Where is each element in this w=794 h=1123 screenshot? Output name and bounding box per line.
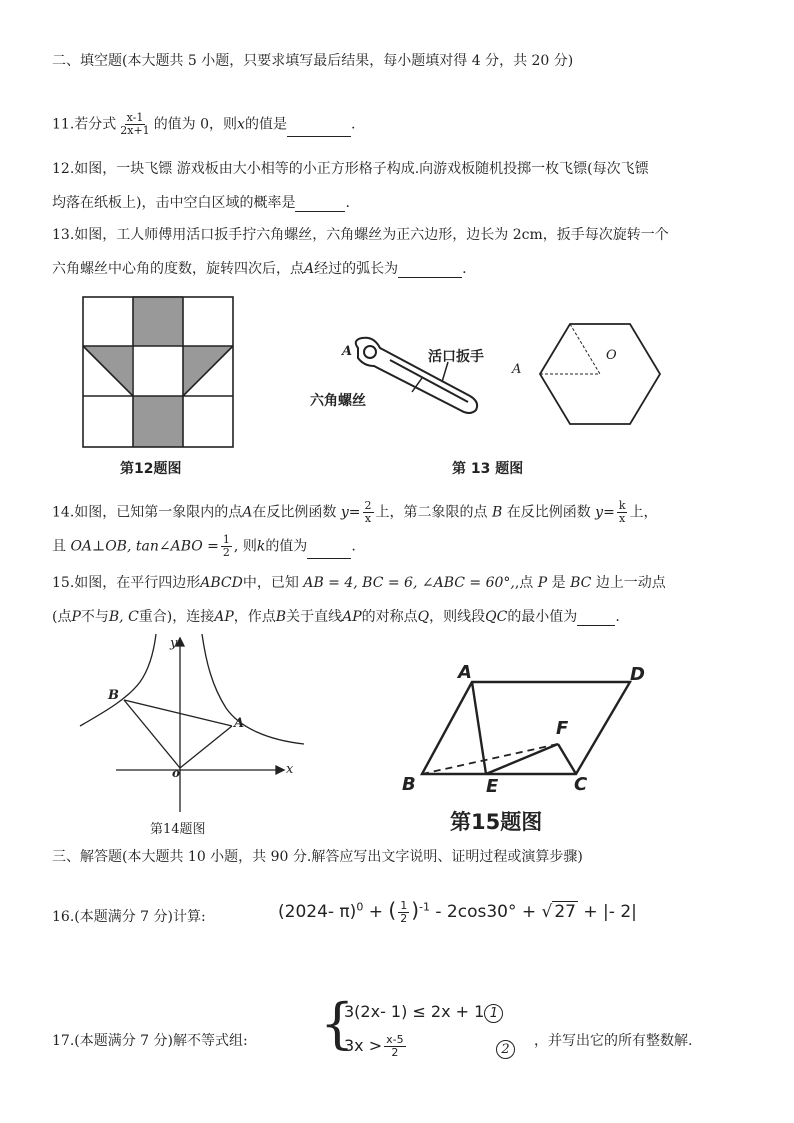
q16-half-num: 1 (400, 898, 408, 912)
parallelogram-ABCD (422, 682, 630, 774)
q14-y2: y (595, 504, 604, 521)
q14-label-y: y (170, 636, 178, 651)
q14-tan-frac (221, 534, 232, 559)
q11-prefix: 11.若分式 (52, 116, 117, 133)
q17-frac-num: x-5 (386, 1033, 404, 1046)
q17-mark-2-wrap (496, 1038, 515, 1059)
q15-answer-blank[interactable] (577, 611, 615, 626)
q11-frac-num: x-1 (126, 111, 144, 124)
q11-answer-blank[interactable] (287, 122, 351, 137)
q17-mark-2: 2 (496, 1040, 515, 1059)
q15-l2-b: 不与 (80, 609, 109, 625)
q17-brace: { (320, 992, 355, 1055)
q13-wrench-label: 活口扳手 (428, 349, 484, 365)
q17-frac-den: 2 (391, 1046, 399, 1059)
q14-k: k (256, 538, 266, 555)
q14-caption: 第14题图 (150, 822, 206, 837)
q14-eq: = (348, 504, 361, 521)
q15-BC: BC (570, 575, 592, 591)
q15-l2-Q: Q (417, 609, 430, 625)
q15-label-C: C (574, 774, 588, 795)
q15-parallelogram-figure (414, 672, 638, 784)
question-11: 11.若分式 $\frac{x-1}{2x+1}$ 的值为 0，则x的值是 . (52, 111, 356, 137)
q14-f2-den: x (619, 512, 626, 525)
q15-l1-f: 边上一动点 (595, 575, 666, 591)
q15-l2-BC: B, C (108, 609, 139, 625)
q14-f1-den: x (364, 512, 372, 525)
q15-label-F: F (556, 718, 569, 739)
q14-text-b: 在反比例函数 (252, 504, 337, 521)
q16-term2-exp: -1 (419, 900, 430, 914)
segment-OB (124, 700, 180, 768)
q16-half-den: 2 (400, 911, 408, 925)
q15-label-D: D (630, 664, 645, 685)
q14-text-c: 上，第二象限的点 (375, 504, 488, 521)
question-15-line2: (点P不与B, C重合)，连接AP，作点B关于直线AP的对称点Q，则线段QC的最小值为 . (52, 609, 620, 625)
segment-OA (180, 726, 232, 768)
q14-l2-a: 且 (52, 538, 66, 555)
q15-l1-e: 是 (551, 575, 566, 591)
q17-ineq1: 3(2x- 1) ≤ 2x + 1 (344, 1002, 485, 1021)
question-13-line2: 六角螺丝中心角的度数，旋转四次后，点A经过的弧长为 . (52, 261, 467, 277)
q14-label-B: B (108, 688, 119, 703)
q15-l2-P: P (71, 609, 81, 625)
q14-eq2: = (603, 504, 615, 521)
q16-term5: + |- 2| (578, 902, 637, 922)
q16-expression: (2024- π)$^0$ + ( $\frac{1}{2}$ )$^{-1}$ - 2cos30° + √ 27 + |- 2| (278, 898, 637, 925)
segment-BF (422, 744, 558, 774)
shaded-square-bottom (133, 396, 183, 447)
q15-l2-B: B (275, 609, 287, 625)
q14-frac1 (363, 500, 374, 525)
q15-label-E: E (486, 776, 499, 797)
q17-frac (384, 1034, 405, 1059)
q14-label-A: A (234, 716, 245, 731)
q13-hex-label-A: A (512, 362, 522, 377)
q14-text-d: 在反比例函数 (506, 504, 591, 521)
q13-wrench-figure (330, 330, 490, 430)
q11-suffix: 的值是 (244, 116, 287, 133)
q13-line1: 13.如图，工人师傅用活口扳手拧六角螺丝，六角螺丝为正六边形，边长为 2cm，扳手每次旋转一个 (52, 227, 669, 243)
q14-tan-num: 1 (222, 533, 230, 546)
q13-hex-label-O: O (606, 348, 617, 363)
q14-label-O: o (172, 766, 181, 780)
q12-line1: 12.如图，一块飞镖 游戏板由大小相等的小正方形格子构成.向游戏板随机投掷一枚飞镖(每次飞镖 (52, 161, 649, 177)
q14-text-a: 14.如图，已知第一象限内的点 (52, 504, 243, 521)
q14-hyperbola-figure (78, 632, 310, 818)
q14-f2-num: k (618, 499, 626, 512)
question-14-line1 (52, 500, 657, 525)
question-14-line2: 且 OA⊥OB, tan∠ABO = $\frac{1}{2}$ , 则k的值为 . (52, 533, 356, 559)
q17-mark-1: 1 (484, 1004, 503, 1023)
q11-frac-den: 2x+1 (120, 124, 150, 137)
q15-l1-a: 15.如图，在平行四边形 (52, 575, 201, 591)
q15-P: P (537, 575, 548, 591)
shaded-square-top (133, 296, 183, 346)
q15-l2-f: 的对称点 (361, 609, 418, 625)
q14-label-x: x (286, 762, 294, 777)
q12-line2: 均落在纸板上)，击中空白区域的概率是 (52, 195, 296, 211)
q13-line2-b: 经过的弧长为 (314, 261, 399, 277)
q15-l2-AP2: AP (342, 609, 362, 625)
q15-l2-h: 的最小值为 (507, 609, 578, 625)
q13-wrench-label-A: A (342, 344, 353, 359)
segment-FC (558, 744, 576, 774)
q12-dartboard-figure (82, 296, 234, 448)
q14-frac2 (617, 500, 628, 525)
q15-caption: 第15题图 (450, 810, 543, 834)
q15-l2-e: 关于直线 (286, 609, 343, 625)
q11-fraction (118, 112, 151, 137)
q16-term1: (2024- π) (278, 902, 357, 922)
q15-label-B: B (402, 774, 416, 795)
q15-l2-QC: QC (485, 609, 508, 625)
hyperbola-branch-2 (80, 634, 156, 726)
q15-abcd: ABCD (200, 575, 243, 591)
q17-inequality-1 (344, 1002, 503, 1023)
q14-f1-num: 2 (364, 499, 372, 512)
q14-answer-blank[interactable] (307, 544, 351, 559)
q12-answer-blank[interactable] (295, 197, 345, 212)
q14-point-B: B (491, 504, 503, 521)
section-2-heading: 二、填空题(本大题共 5 小题，只要求填写最后结果，每小题填对得 4 分，共 20 分) (52, 53, 574, 69)
q14-tan-den: 2 (222, 546, 230, 559)
q15-l1-d: ,点 (514, 575, 534, 591)
q14-point-A: A (242, 504, 253, 521)
segment-EF (486, 744, 558, 774)
section-3-heading: 三、解答题(本大题共 10 小题，共 90 分.解答应写出文字说明、证明过程或演算步骤) (52, 849, 583, 865)
q13-point: A (304, 261, 315, 277)
q13-line2-a: 六角螺丝中心角的度数，旋转四次后，点 (52, 261, 304, 277)
q14-condition: OA⊥OB, tan∠ABO = (70, 538, 219, 555)
q15-label-A: A (458, 662, 472, 683)
q14-l2-c: 的值为 (265, 538, 308, 555)
q13-nut-label: 六角螺丝 (310, 393, 366, 409)
q12-caption: 第12题图 (120, 461, 182, 477)
q13-caption: 第 13 题图 (452, 461, 524, 477)
q15-l2-d: ，作点 (233, 609, 276, 625)
q13-answer-blank[interactable] (398, 263, 462, 278)
q15-l1-b: 中，已知 (242, 575, 299, 591)
q14-text-e: 上， (629, 504, 658, 521)
q13-hexagon-figure (536, 318, 664, 430)
q16-sqrt27: 27 (554, 902, 576, 922)
x-axis-arrow (276, 766, 284, 774)
q17-tail: ，并写出它的所有整数解. (534, 1033, 693, 1049)
q14-l2-b: , 则 (233, 538, 257, 555)
q14-y: y (340, 504, 349, 521)
q15-l2-AP: AP (214, 609, 234, 625)
q16-term3: - 2cos30° + (429, 902, 542, 922)
segment-AB (124, 700, 232, 726)
hyperbola-branch-1 (202, 634, 304, 744)
q11-mid: 的值为 0，则 (153, 116, 238, 133)
q11-var: x (237, 116, 245, 133)
q16-plus: + (363, 902, 389, 922)
q15-given: AB = 4, BC = 6, ∠ABC = 60°, (303, 575, 515, 591)
question-12-line2: 均落在纸板上)，击中空白区域的概率是 . (52, 195, 350, 211)
q15-l2-c: 重合)，连接 (138, 609, 215, 625)
q17-label: 17.(本题满分 7 分)解不等式组: (52, 1033, 248, 1049)
q15-l2-g: ，则线段 (429, 609, 486, 625)
q16-half (398, 900, 409, 925)
question-15-line1 (52, 572, 666, 592)
q17-ineq2: 3x > (344, 1036, 383, 1055)
q16-label: 16.(本题满分 7 分)计算: (52, 909, 206, 925)
q17-inequality-2 (344, 1034, 408, 1059)
q15-l2-a: (点 (52, 609, 72, 625)
q16-term1-exp: 0 (356, 900, 364, 914)
